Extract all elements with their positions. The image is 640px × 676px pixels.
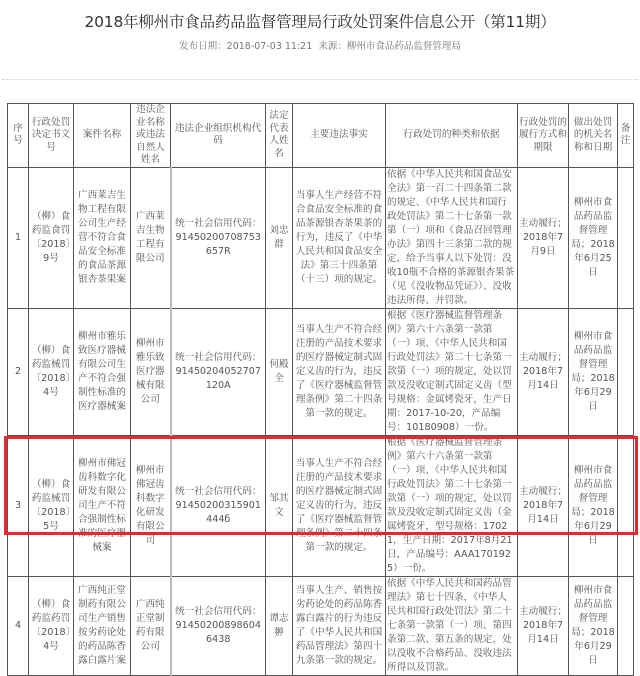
column-header: 违法企业名称或违法自然人姓名 (131, 104, 171, 168)
remarks (618, 308, 634, 435)
execution: 主动履行；2018年7月9日 (518, 167, 569, 308)
column-header: 序号 (8, 104, 29, 168)
org-code: 统一社会信用代码：914502008986046438 (171, 576, 266, 675)
article-meta (0, 38, 640, 52)
penalty-basis: 依据《中华人民共和国药品管理法》第七十四条，《中华人民共和国行政处罚法》第二十七条第一款第（一）项、第四条第二款、第五条的规定，处以没收不合格药品、没收违法所得以及罚款。 (386, 576, 518, 675)
company-name: 柳州市佛冠齿科数字化研发有限公司 (131, 435, 171, 576)
execution: 主动履行；2018年7月14日 (518, 435, 569, 576)
decision-number: （柳）食药监药罚〔2018〕4号 (29, 576, 74, 675)
remarks (618, 167, 634, 308)
row-number: 3 (8, 435, 29, 576)
row-number: 2 (8, 308, 29, 435)
column-header: 行政处罚的履行方式和期限 (518, 104, 569, 168)
authority-date: 柳州市食品药品监督管理局；2018年6月29日 (569, 576, 618, 675)
case-name: 柳州市佛冠齿科数字化研发有限公司生产不符合强制性标准的医疗器械案 (74, 435, 131, 576)
penalty-basis: 依据《中华人民共和国食品安全法》第一百二十四条第二款的规定、《中华人民共和国行政处罚法》第二十七条第一款第（一）项和《食品召回管理办法》第四十三条第二款的规定，给予当事人以下处罚：没收10瓶不合格的茶源银杏果茶（见《没收物品凭证》）、没收违法所得、并罚款。 (386, 167, 518, 308)
company-name: 柳州市雅乐致医疗器械有限公司 (131, 308, 171, 435)
authority-date: 柳州市食品药品监督管理局；2018年6月29日 (569, 308, 618, 435)
table-header (8, 104, 634, 168)
column-header: 行政处罚的种类和依据 (386, 104, 518, 168)
legal-rep: 邹其文 (266, 435, 293, 576)
org-code: 统一社会信用代码：91450200708753657R (171, 167, 266, 308)
execution: 主动履行；2018年7月14日 (518, 576, 569, 675)
publish-date: 发布日期：2018-07-03 11:21 (179, 41, 313, 52)
penalty-table (7, 103, 634, 676)
main-facts: 当事人生产不符合经注册的产品技术要求的医疗器械定制式固定义齿的行为，违反了《医疗器械监督管理条例》第二十四条第一款的规定。 (293, 435, 386, 576)
divider (2, 79, 638, 80)
column-header: 法定代表人姓名 (266, 104, 293, 168)
penalty-basis: 根据《医疗器械监督管理条例》第六十六条第一款第（一）项、《中华人民共和国行政处罚法》第二十七条第一款第（一）项的规定，处以罚款及没收定制式固定义齿（金属烤瓷牙，型号规格：17021，生产日期：2017年8月21日，产品编号：AAA1701925）一份。 (386, 435, 518, 576)
authority-date: 柳州市食品药品监督管理局；2018年6月25日 (569, 167, 618, 308)
legal-rep: 刘忠群 (266, 167, 293, 308)
case-name: 广西莱吉生物工程有限公司生产经营不符合食品安全标准的食品茶源银杏茶果案 (74, 167, 131, 308)
legal-rep: 何殿全 (266, 308, 293, 435)
main-facts: 当事人生产不符合经注册的产品技术要求的医疗器械定制式固定义齿的行为，违反了《医疗器械监督管理条例》第二十四条第一款的规定。 (293, 308, 386, 435)
remarks (618, 435, 634, 576)
company-name: 广西莱吉生物工程有限公司 (131, 167, 171, 308)
execution: 主动履行；2018年7月14日 (518, 308, 569, 435)
decision-number: （柳）食药监食罚〔2018〕9号 (29, 167, 74, 308)
table-row (8, 167, 634, 308)
remarks (618, 576, 634, 675)
decision-number: （柳）食药监械罚〔2018〕5号 (29, 435, 74, 576)
column-header: 做出处罚的机关名称和日期 (569, 104, 618, 168)
column-header: 主要违法事实 (293, 104, 386, 168)
main-facts: 当事人生产、销售按劣药论处的药品陈香露白露片的行为违反了《中华人民共和国药品管理法》第四十九条第一款的规定。 (293, 576, 386, 675)
legal-rep: 谭志翀 (266, 576, 293, 675)
case-name: 广西纯正堂制药有限公司生产销售按劣药论处的药品陈香露白露片案 (74, 576, 131, 675)
company-name: 广西纯正堂制药有限公司 (131, 576, 171, 675)
table-row (8, 435, 634, 576)
main-facts: 当事人生产经营不符合食品安全标准的食品茶源银杏茶果茶的行为，违反了《中华人民共和国食品安全法》第三十四条第（十三）项的规定。 (293, 167, 386, 308)
column-header: 案件名称 (74, 104, 131, 168)
row-number: 1 (8, 167, 29, 308)
org-code: 统一社会信用代码：91450204052707120A (171, 308, 266, 435)
column-header: 备注 (618, 104, 634, 168)
authority-date: 柳州市食品药品监督管理局；2018年6月29日 (569, 435, 618, 576)
column-header: 违法企业组织机构代码 (171, 104, 266, 168)
org-code: 统一社会信用代码：91450200315901444б (171, 435, 266, 576)
table-row (8, 308, 634, 435)
row-number: 4 (8, 576, 29, 675)
column-header: 行政处罚决定书文号 (29, 104, 74, 168)
page-title: 2018年柳州市食品药品监督管理局行政处罚案件信息公开（第11期） (84, 13, 556, 31)
table-row (8, 576, 634, 675)
source: 来源：柳州市食品药品监督管理局 (318, 41, 461, 52)
case-name: 柳州市雅乐致医疗器械有限公司生产不符合强制性标准的医疗器械案 (74, 308, 131, 435)
decision-number: （柳）食药监械罚〔2018〕4号 (29, 308, 74, 435)
penalty-basis: 根据《医疗器械监督管理条例》第六十六条第一款第（一）项、《中华人民共和国行政处罚法》第二十七条第一款第（一）项的规定，处以罚款及没收定制式固定义齿（型号规格：金属烤瓷牙，生产日期：2017-10-20，产品编号：10180908）一份。 (386, 308, 518, 435)
